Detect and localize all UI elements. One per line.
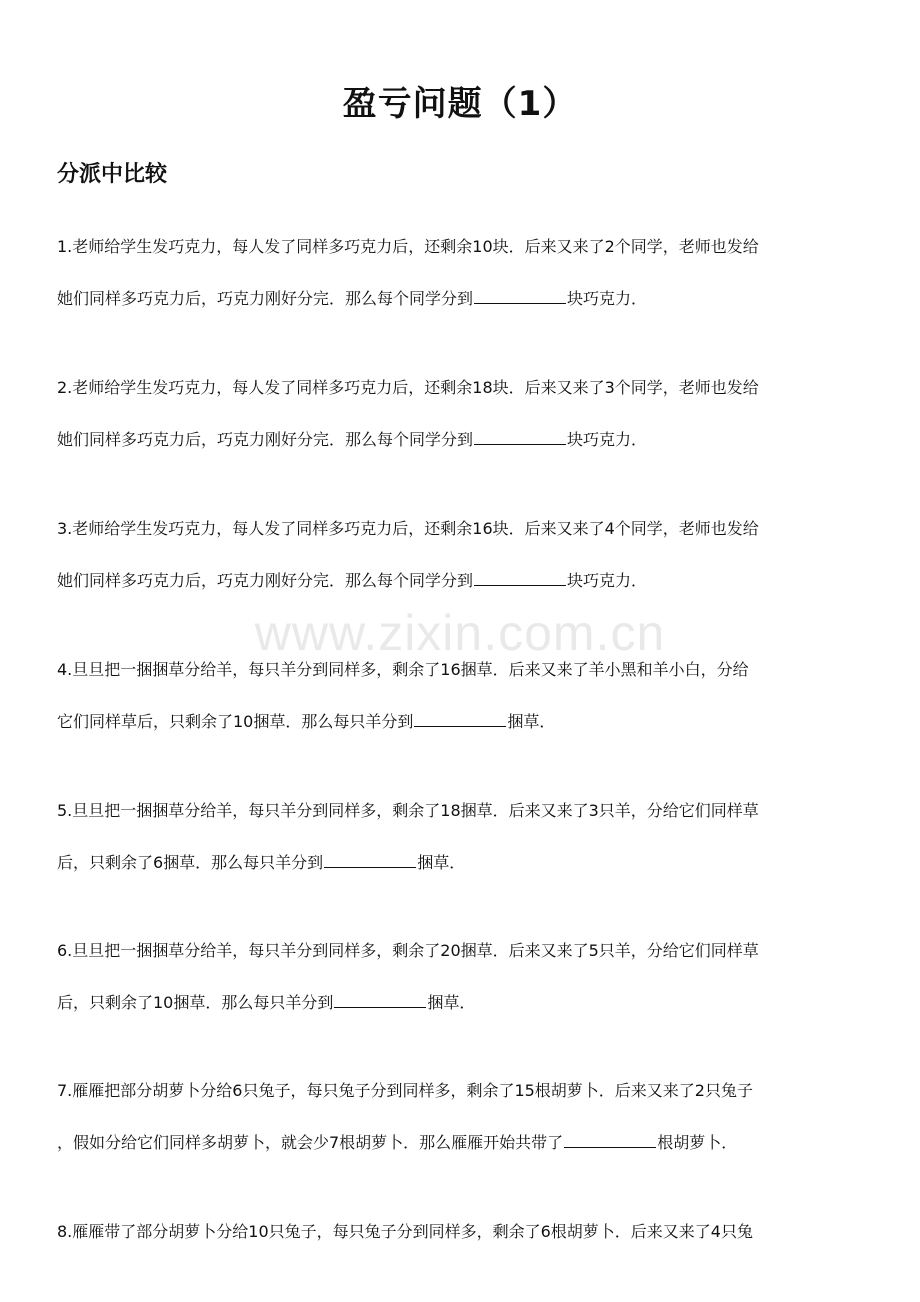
problem-6 — [57, 937, 863, 1041]
answer-blank[interactable] — [414, 708, 506, 727]
problem-text: 后，只剩余了10捆草．那么每只羊分到 — [57, 993, 334, 1012]
problem-text: 块巧克力． — [567, 430, 648, 449]
problem-line: 6.旦旦把一捆捆草分给羊，每只羊分到同样多，剩余了20捆草．后来又来了5只羊，分给它们同样草 — [57, 941, 759, 960]
problem-2 — [57, 374, 863, 478]
problem-text: 捆草． — [417, 853, 466, 872]
problem-text: 后，只剩余了6捆草．那么每只羊分到 — [57, 853, 324, 872]
watermark: www.zixin.com.cn — [254, 605, 666, 661]
problem-line — [57, 849, 863, 901]
answer-blank[interactable] — [474, 285, 566, 304]
problem-text: 捆草． — [507, 712, 556, 731]
problem-text: 她们同样多巧克力后，巧克力刚好分完．那么每个同学分到 — [57, 289, 474, 308]
problem-text: 块巧克力． — [567, 571, 648, 590]
problem-line — [57, 567, 863, 619]
answer-blank[interactable] — [334, 989, 426, 1008]
problem-8 — [57, 1218, 863, 1270]
problem-line — [57, 285, 863, 337]
problem-line: 4.旦旦把一捆捆草分给羊，每只羊分到同样多，剩余了16捆草．后来又来了羊小黑和羊小白，分给 — [57, 660, 749, 679]
section-heading: 分派中比较 — [57, 162, 168, 187]
problem-text: 她们同样多巧克力后，巧克力刚好分完．那么每个同学分到 — [57, 571, 474, 590]
problem-line — [57, 1129, 863, 1181]
problem-text: 它们同样草后，只剩余了10捆草．那么每只羊分到 — [57, 712, 414, 731]
problem-text: 根胡萝卜． — [657, 1133, 738, 1152]
problem-line — [57, 989, 863, 1041]
answer-blank[interactable] — [474, 567, 566, 586]
page-title: 盈亏问题（1） — [342, 84, 578, 124]
problem-4 — [57, 656, 863, 760]
problem-line: 2.老师给学生发巧克力，每人发了同样多巧克力后，还剩余18块．后来又来了3个同学，老师也发给 — [57, 378, 759, 397]
problem-line — [57, 708, 863, 760]
problem-text: 块巧克力． — [567, 289, 648, 308]
problem-7 — [57, 1077, 863, 1181]
problem-text: ，假如分给它们同样多胡萝卜，就会少7根胡萝卜．那么雁雁开始共带了 — [57, 1133, 564, 1152]
problem-3 — [57, 515, 863, 619]
problem-line: 3.老师给学生发巧克力，每人发了同样多巧克力后，还剩余16块．后来又来了4个同学，老师也发给 — [57, 519, 759, 538]
problem-line: 7.雁雁把部分胡萝卜分给6只兔子，每只兔子分到同样多，剩余了15根胡萝卜．后来又来了2只兔子 — [57, 1081, 753, 1100]
answer-blank[interactable] — [324, 849, 416, 868]
problem-text: 捆草． — [427, 993, 476, 1012]
problem-1 — [57, 233, 863, 337]
answer-blank[interactable] — [564, 1129, 656, 1148]
problem-line — [57, 426, 863, 478]
problem-line: 1.老师给学生发巧克力，每人发了同样多巧克力后，还剩余10块．后来又来了2个同学，老师也发给 — [57, 237, 759, 256]
problem-5 — [57, 797, 863, 901]
problem-line: 5.旦旦把一捆捆草分给羊，每只羊分到同样多，剩余了18捆草．后来又来了3只羊，分给它们同样草 — [57, 801, 759, 820]
problem-text: 她们同样多巧克力后，巧克力刚好分完．那么每个同学分到 — [57, 430, 474, 449]
problem-line: 8.雁雁带了部分胡萝卜分给10只兔子，每只兔子分到同样多，剩余了6根胡萝卜．后来又来了4只兔 — [57, 1222, 753, 1241]
answer-blank[interactable] — [474, 426, 566, 445]
